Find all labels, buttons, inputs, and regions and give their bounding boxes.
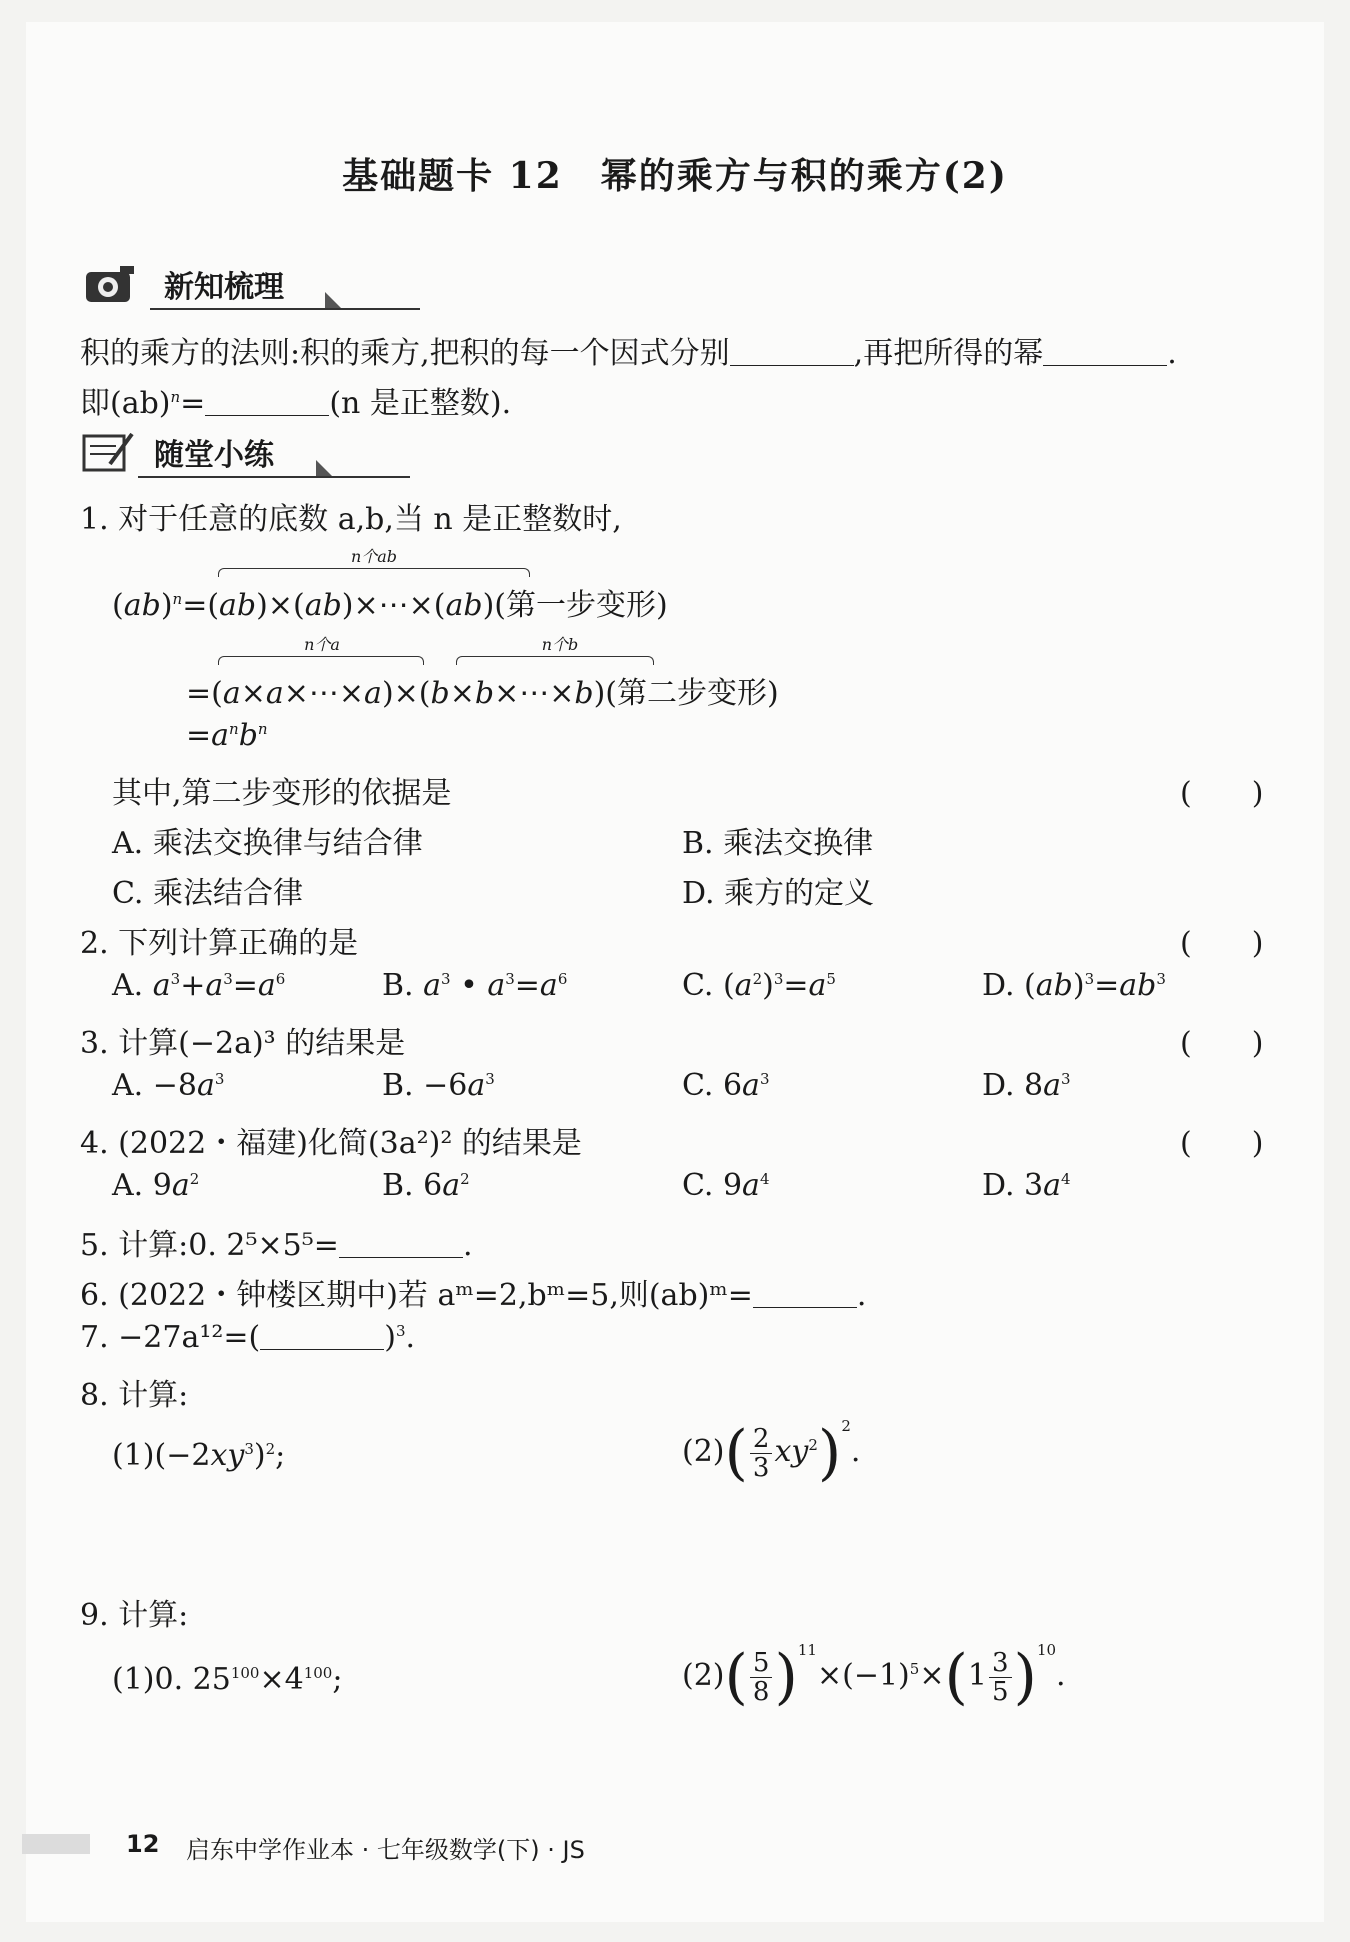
q4-option-b: B. $6a^2$ — [382, 1168, 470, 1203]
triangle-marker-icon — [325, 292, 341, 308]
q8-part-2: (2)( $\frac{2}{3}$ $xy^2)^2$. — [682, 1417, 861, 1488]
overbrace — [456, 656, 654, 665]
triangle-marker-icon — [316, 460, 332, 476]
q1-step3: $=a^nb^n$ — [186, 718, 268, 753]
q4-option-c: C. $9a^4$ — [682, 1168, 770, 1203]
q2-option-a: A. $a^3+a^3=a^6$ — [112, 968, 286, 1003]
question-9: 9. 计算: — [80, 1598, 189, 1633]
question-2: 2. 下列计算正确的是 — [80, 926, 359, 961]
q8-part-1: $(1)(-2xy^3)^2$; — [112, 1438, 286, 1473]
answer-bracket: ( ) — [1180, 1126, 1264, 1161]
q1-question: 其中,第二步变形的依据是 — [112, 776, 452, 811]
q1-option-c: C. 乘法结合律 — [112, 876, 303, 911]
brace-label: n个a — [304, 635, 340, 654]
section-title: 新知梳理 — [164, 270, 284, 305]
question-6: 6. (2022・钟楼区期中)若 aᵐ=2,bᵐ=5,则(ab)ᵐ= . — [80, 1278, 867, 1313]
footer-book-title: 启东中学作业本 · 七年级数学(下) · JS — [186, 1836, 585, 1864]
q2-option-c: C. $(a^2)^3=a^5$ — [682, 968, 836, 1003]
q3-option-b: B. $-6a^3$ — [382, 1068, 495, 1103]
q3-option-a: A. $-8a^3$ — [112, 1068, 225, 1103]
brace-label: n个ab — [350, 547, 398, 566]
q4-option-a: A. $9a^2$ — [112, 1168, 200, 1203]
page-title: 基础题卡 12 幂的乘方与积的乘方(2) — [342, 155, 1008, 197]
q1-option-b: B. 乘法交换律 — [682, 826, 874, 861]
answer-bracket: ( ) — [1180, 926, 1264, 961]
rule-line-2: 即(ab)$^n$= (n 是正整数). — [80, 386, 512, 421]
q1-option-d: D. 乘方的定义 — [682, 876, 875, 911]
question-3: 3. 计算(−2a)³ 的结果是 — [80, 1026, 406, 1061]
rule-line-1: 积的乘方的法则:积的乘方,把积的每一个因式分别 ,再把所得的幂 . — [80, 336, 1177, 371]
brace-label: n个b — [541, 635, 579, 654]
q1-step1: (ab)$^n$=(ab)×(ab)×⋯×(ab)(第一步变形) — [112, 588, 668, 623]
question-7: 7. −27a¹²=( )$^3$. — [80, 1320, 416, 1355]
footer-tab — [22, 1834, 90, 1854]
overbrace — [218, 568, 530, 577]
notebook-pencil-icon — [80, 430, 136, 474]
question-4: 4. (2022・福建)化简(3a²)² 的结果是 — [80, 1126, 582, 1161]
q3-option-c: C. $6a^3$ — [682, 1068, 770, 1103]
camera-icon — [80, 262, 142, 306]
q1-step2: =(a×a×⋯×a)×(b×b×⋯×b)(第二步变形) — [186, 676, 779, 711]
answer-bracket: ( ) — [1180, 776, 1264, 811]
page-number: 12 — [126, 1830, 160, 1858]
q9-part-1: (1)0. $25^{100}\times 4^{100}$; — [112, 1662, 343, 1697]
overbrace — [218, 656, 424, 665]
q9-part-2: (2)( $\frac{5}{8}$ )$^{11}\times(-1)^5\times(1$ $\frac{3}{5}$ )$^{10}$. — [682, 1641, 1066, 1712]
section-title: 随堂小练 — [154, 438, 274, 473]
q1-option-a: A. 乘法交换律与结合律 — [112, 826, 423, 861]
question-1: 1. 对于任意的底数 a,b,当 n 是正整数时, — [80, 502, 622, 537]
question-8: 8. 计算: — [80, 1378, 189, 1413]
q2-option-d: D. $(ab)^3=ab^3$ — [982, 968, 1166, 1003]
q4-option-d: D. $3a^4$ — [982, 1168, 1071, 1203]
question-5: 5. 计算:0. 2⁵×5⁵= . — [80, 1228, 473, 1263]
q2-option-b: B. $a^3$ • $a^3=a^6$ — [382, 968, 568, 1003]
q3-option-d: D. $8a^3$ — [982, 1068, 1071, 1103]
answer-bracket: ( ) — [1180, 1026, 1264, 1061]
